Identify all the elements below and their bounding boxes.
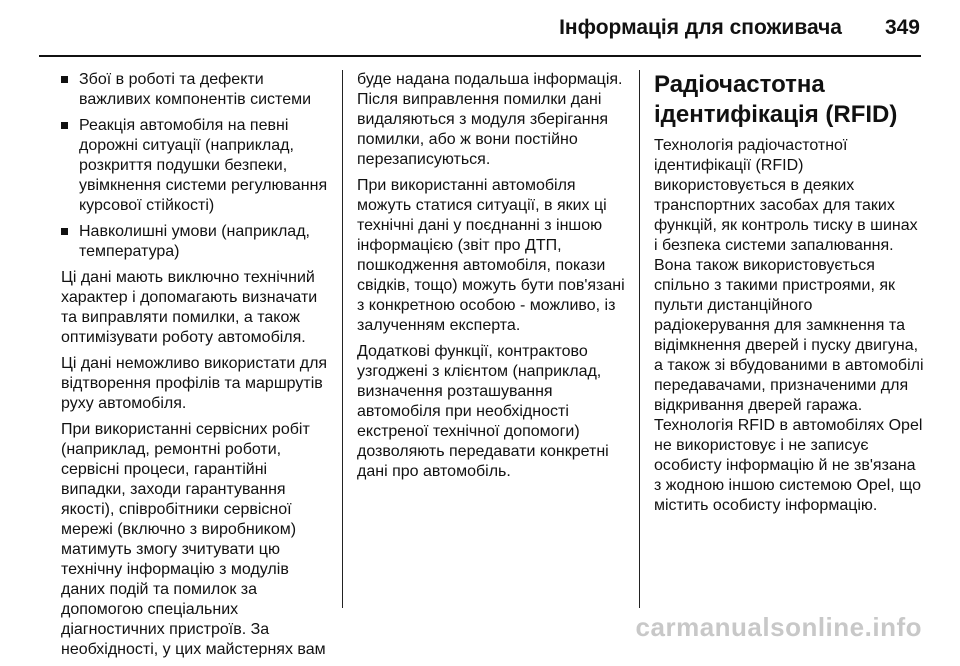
page-number: 349 [884, 16, 920, 39]
header-title: Інформація для споживача [559, 16, 842, 39]
paragraph: Додаткові функції, контрактово узгоджені з клієнтом (наприклад, визначення розташування автомобіля при необхідності екстреної технічної допомоги) дозволяють передавати конкретні дані про автомобіль. [357, 343, 609, 480]
column-1 [61, 70, 336, 666]
bullet-list [61, 70, 336, 262]
header-divider [39, 55, 921, 57]
column-2 [357, 70, 629, 488]
watermark: carmanualsonline.info [635, 612, 922, 642]
paragraph: буде надана подальша інформація. Після виправлення помилки дані видаляються з модуля зберігання помилки, або ж вони постійно перезаписуються. [357, 71, 623, 168]
paragraph: Технологія радіочастотної ідентифікації (RFID) використовується в деяких транспортних засобах для таких функцій, як контроль тиску в шинах і безпека системи запалювання. Вона також використовується спільно з такими пристроями, як пульти дистанційного радіокерування для замкнення та відімкнення дверей і пуску двигуна, а також зі вбудованими в автомобілі передавачами, призначеними для відкривання дверей гаража. Технологія RFID в автомобілях Opel не використовує і не записує особисту інформацію й не зв'язана з жодною іншою системою Opel, що містить особисту інформацію. [654, 137, 924, 514]
paragraph: Ці дані мають виключно технічний характер і допомагають визначати та виправляти помилки, а також оптимізувати роботу автомобіля. [61, 269, 318, 346]
paragraph: При використанні сервісних робіт (наприклад, ремонтні роботи, сервісні процеси, гарантійні випадки, заходи гарантування якості), співробітники сервісної мережі (включно з виробником) матимуть змогу зчитувати цю технічну інформацію з модулів даних подій та помилок за допомогою спеціальних діагностичних пристроїв. За необхідності, у цих майстернях вам [61, 421, 326, 658]
bullet-text: Навколишні умови (наприклад, температура) [79, 223, 310, 260]
bullet-square-icon [61, 228, 68, 235]
column-divider [639, 70, 640, 608]
bullet-text: Реакція автомобіля на певні дорожні ситуації (наприклад, розкриття подушки безпеки, увімкнення системи регулювання курсової стійкості) [79, 117, 328, 214]
bullet-item [61, 70, 336, 110]
page-header [0, 0, 960, 58]
bullet-item [61, 116, 336, 216]
column-3 [654, 70, 924, 522]
section-heading: Радіочастотна ідентифікація (RFID) [654, 71, 898, 128]
column-divider [342, 70, 343, 608]
bullet-square-icon [61, 122, 68, 129]
paragraph: Ці дані неможливо використати для відтворення профілів та маршрутів руху автомобіля. [61, 355, 328, 412]
bullet-text: Збої в роботі та дефекти важливих компонентів системи [79, 71, 312, 108]
bullet-square-icon [61, 76, 68, 83]
bullet-item [61, 222, 336, 262]
paragraph: При використанні автомобіля можуть статися ситуації, в яких ці технічні дані у поєднанні з іншою інформацією (звіт про ДТП, пошкодження автомобіля, покази свідків, тощо) можуть бути пов'язані з конкретною особою - можливо, із залученням експерта. [357, 177, 625, 334]
